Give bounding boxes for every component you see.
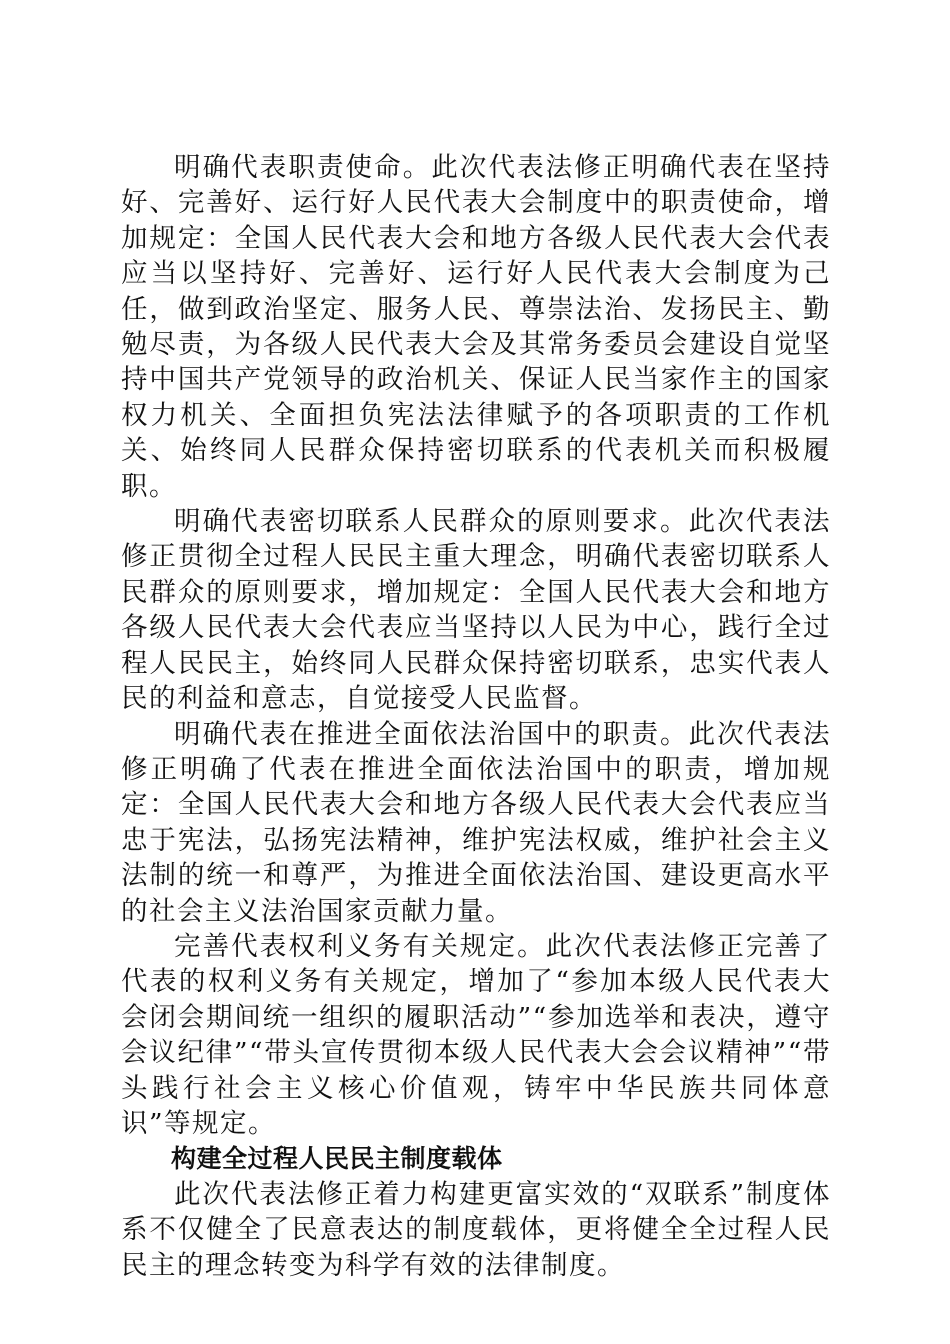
paragraph-contact-with-people: 明确代表密切联系人民群众的原则要求。此次代表法修正贯彻全过程人民民主重大理念，明确代表密切联系人民群众的原则要求，增加规定：全国人民代表大会和地方各级人民代表大会代表应当坚持以人民为中心，践行全过程人民民主，始终同人民群众保持密切联系，忠实代表人民的利益和意志，自觉接受人民监督。 (121, 506, 831, 715)
paragraph-representative-duties: 明确代表职责使命。此次代表法修正明确代表在坚持好、完善好、运行好人民代表大会制度中的职责使命，增加规定：全国人民代表大会和地方各级人民代表大会代表应当以坚持好、完善好、运行好人民代表大会制度为己任，做到政治坚定、服务人民、尊崇法治、发扬民主、勤勉尽责，为各级人民代表大会及其常务委员会建设自觉坚持中国共产党领导的政治机关、保证人民当家作主的国家权力机关、全面担负宪法法律赋予的各项职责的工作机关、始终同人民群众保持密切联系的代表机关而积极履职。 (121, 152, 831, 502)
paragraph-closing: 此次代表法修正着力构建更富实效的“双联系”制度体系不仅健全了民意表达的制度载体，更将健全全过程人民民主的理念转变为科学有效的法律制度。 (121, 1178, 831, 1281)
document-body (121, 150, 831, 1283)
section-heading: 构建全过程人民民主制度载体 (171, 1144, 503, 1174)
paragraph-rights-obligations: 完善代表权利义务有关规定。此次代表法修正完善了代表的权利义务有关规定，增加了“参加本级人民代表大会闭会期间统一组织的履职活动”“参加选举和表决，遵守会议纪律”“带头宣传贯彻本级人民代表大会会议精神”“带头践行社会主义核心价值观，铸牢中华民族共同体意识”等规定。 (121, 930, 831, 1139)
paragraph-rule-of-law-duties: 明确代表在推进全面依法治国中的职责。此次代表法修正明确了代表在推进全面依法治国中的职责，增加规定：全国人民代表大会和地方各级人民代表大会代表应当忠于宪法，弘扬宪法精神，维护宪法权威，维护社会主义法制的统一和尊严，为推进全面依法治国、建设更高水平的社会主义法治国家贡献力量。 (121, 718, 831, 927)
